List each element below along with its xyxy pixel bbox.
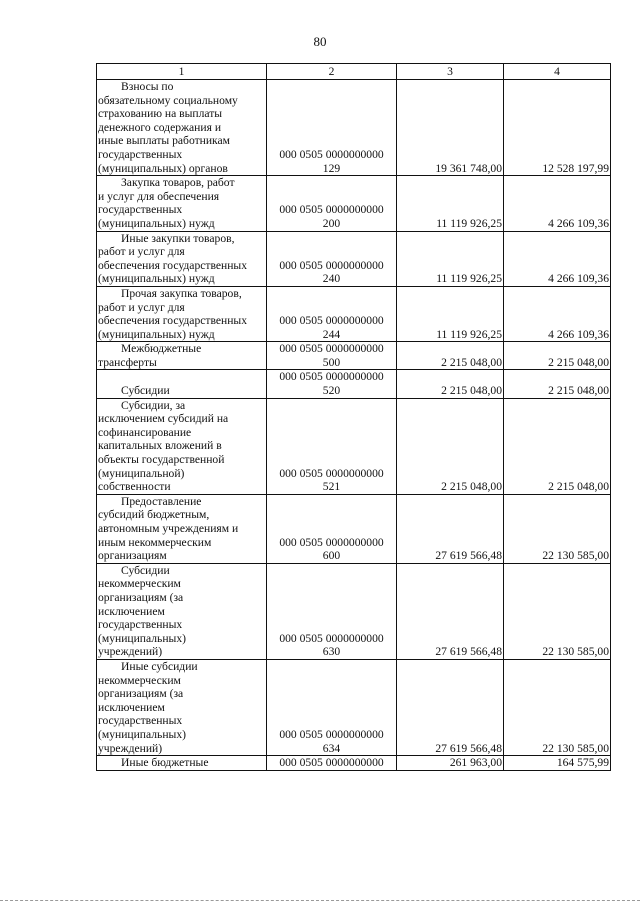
table-row [97, 231, 611, 286]
row-code-suffix: 240 [322, 272, 341, 286]
row-code-line: 000 0505 0000000000 [279, 342, 384, 356]
row-value-col3: 11 119 926,25 [397, 231, 504, 286]
row-value-col4: 22 130 585,00 [504, 494, 611, 563]
row-name-first-line: Субсидии, за [121, 398, 186, 412]
row-value-col4: 2 215 048,00 [504, 398, 611, 494]
row-name-first-line: Иные закупки товаров, [121, 231, 235, 245]
row-name-line: (муниципальных) органов [98, 161, 228, 175]
row-name-line: государственных [98, 714, 183, 728]
row-name-line: государственных [98, 618, 183, 632]
table-row [97, 398, 611, 494]
row-name-line: исключением [98, 700, 165, 714]
column-header-1: 1 [97, 64, 267, 80]
row-name-line: автономным учреждениям и [98, 522, 239, 535]
row-name-line: организациям (за [98, 687, 184, 701]
row-value-col4: 22 130 585,00 [504, 659, 611, 755]
row-value-col3: 19 361 748,00 [397, 80, 504, 176]
row-value-col4: 22 130 585,00 [504, 563, 611, 659]
row-value-col4: 2 215 048,00 [504, 370, 611, 398]
row-code-suffix: 600 [322, 549, 341, 563]
row-code-suffix: 521 [322, 480, 341, 494]
column-header-3: 3 [397, 64, 504, 80]
row-name-line: исключением [98, 604, 165, 618]
row-code-line: 000 0505 0000000000 [279, 756, 384, 770]
row-name-cell [97, 370, 267, 398]
row-name-line: (муниципальных) нужд [98, 216, 215, 230]
row-name-line: софинансирование [98, 425, 192, 439]
row-code-line: 000 0505 0000000000 [279, 370, 384, 384]
row-name-line: субсидий бюджетным, [98, 508, 210, 522]
row-name-line: государственных [98, 203, 183, 217]
row-name-cell [97, 398, 267, 494]
table-row [97, 659, 611, 755]
row-name-cell [97, 494, 267, 563]
row-name-line: и услуг для обеспечения [98, 189, 220, 203]
row-code-cell [267, 286, 397, 341]
row-name-line: (муниципальных) [98, 727, 186, 741]
budget-table [96, 63, 611, 771]
table-row [97, 176, 611, 231]
row-code-line: 000 0505 0000000000 [279, 314, 384, 328]
row-code-cell [267, 563, 397, 659]
row-name-cell [97, 342, 267, 370]
row-name-first-line: Предоставление [121, 494, 202, 508]
row-value-col3: 2 215 048,00 [397, 398, 504, 494]
table-row [97, 494, 611, 563]
row-name-line: организациям (за [98, 590, 184, 604]
row-code-suffix: 634 [322, 741, 341, 755]
row-code-suffix: 520 [322, 384, 341, 398]
row-value-col3: 27 619 566,48 [397, 563, 504, 659]
table-row [97, 286, 611, 341]
column-header-4: 4 [504, 64, 611, 80]
row-name-line: (муниципальных) нужд [98, 327, 215, 341]
row-name-line: государственных [98, 147, 183, 161]
row-name-line: капитальных вложений в [98, 439, 222, 453]
row-code-cell [267, 342, 397, 370]
page-number: 80 [313, 34, 327, 49]
row-name-first-line: Закупка товаров, работ [121, 176, 235, 190]
row-name-line: иным некоммерческим [98, 535, 212, 549]
row-value-col3: 261 963,00 [397, 756, 504, 771]
row-code-line: 000 0505 0000000000 [279, 147, 384, 161]
row-value-col3: 11 119 926,25 [397, 176, 504, 231]
row-code-cell [267, 494, 397, 563]
row-name-line: учреждений) [98, 645, 163, 659]
row-code-cell [267, 176, 397, 231]
row-name-line: работ и услуг для [98, 245, 185, 259]
row-code-suffix: 500 [322, 355, 341, 369]
row-name-first-line: Прочая закупка товаров, [121, 286, 242, 300]
row-code-suffix: 129 [322, 161, 341, 175]
row-name-line: собственности [98, 480, 171, 494]
row-value-col3: 2 215 048,00 [397, 342, 504, 370]
column-header-2: 2 [267, 64, 397, 80]
table-row [97, 756, 611, 771]
row-name-line: (муниципальных) [98, 631, 186, 645]
table-row [97, 342, 611, 370]
row-value-col4: 4 266 109,36 [504, 176, 611, 231]
row-name-line: исключением субсидий на [98, 412, 229, 426]
table-row [97, 80, 611, 176]
row-name-line: обеспечения государственных [98, 314, 248, 328]
table-row [97, 370, 611, 398]
row-name-line: некоммерческим [98, 577, 181, 591]
row-code-line: 000 0505 0000000000 [279, 727, 384, 741]
table-body [97, 80, 611, 771]
table-header-row [97, 64, 611, 80]
row-code-line: 000 0505 0000000000 [279, 466, 384, 480]
row-name-cell [97, 659, 267, 755]
page-bottom-edge [0, 900, 640, 901]
row-name-line: объекты государственной [98, 453, 225, 467]
row-value-col4: 4 266 109,36 [504, 231, 611, 286]
row-name-first-line: Взносы по [121, 80, 174, 93]
row-value-col4: 12 528 197,99 [504, 80, 611, 176]
row-name-cell [97, 756, 267, 771]
row-name-cell [97, 286, 267, 341]
row-name-first-line: Межбюджетные [121, 342, 202, 356]
row-name-first-line: Субсидии [121, 563, 170, 577]
row-name-line: обязательному социальному [98, 93, 238, 107]
row-code-cell [267, 398, 397, 494]
row-code-cell [267, 231, 397, 286]
row-value-col4: 4 266 109,36 [504, 286, 611, 341]
row-name-line: (муниципальных) нужд [98, 272, 215, 286]
row-name-cell [97, 563, 267, 659]
row-name-line: учреждений) [98, 741, 163, 755]
row-name-line: организациям [98, 549, 167, 563]
row-name-line: некоммерческим [98, 673, 181, 687]
row-name-line: трансферты [98, 355, 157, 369]
row-name-cell [97, 231, 267, 286]
row-code-suffix: 630 [322, 645, 341, 659]
row-code-line: 000 0505 0000000000 [279, 203, 384, 217]
row-value-col3: 27 619 566,48 [397, 659, 504, 755]
row-name-first-line: Субсидии [121, 384, 170, 398]
row-name-line: страхованию на выплаты [98, 107, 223, 121]
row-code-suffix: 244 [322, 327, 341, 341]
row-code-cell [267, 756, 397, 771]
row-name-cell [97, 176, 267, 231]
row-code-cell [267, 80, 397, 176]
row-value-col4: 2 215 048,00 [504, 342, 611, 370]
row-code-line: 000 0505 0000000000 [279, 535, 384, 549]
row-name-line: (муниципальной) [98, 466, 185, 480]
row-code-cell [267, 659, 397, 755]
row-value-col3: 11 119 926,25 [397, 286, 504, 341]
row-value-col3: 2 215 048,00 [397, 370, 504, 398]
row-value-col3: 27 619 566,48 [397, 494, 504, 563]
row-name-line: денежного содержания и [98, 120, 222, 134]
row-name-line: обеспечения государственных [98, 258, 248, 272]
row-name-first-line: Иные субсидии [121, 659, 198, 673]
row-name-first-line: Иные бюджетные [121, 756, 209, 770]
row-code-line: 000 0505 0000000000 [279, 258, 384, 272]
row-name-line: иные выплаты работникам [98, 134, 230, 148]
row-name-line: работ и услуг для [98, 300, 185, 314]
table-row [97, 563, 611, 659]
row-code-suffix: 200 [322, 216, 341, 230]
row-value-col4: 164 575,99 [504, 756, 611, 771]
row-code-line: 000 0505 0000000000 [279, 631, 384, 645]
row-code-cell [267, 370, 397, 398]
row-name-cell [97, 80, 267, 176]
